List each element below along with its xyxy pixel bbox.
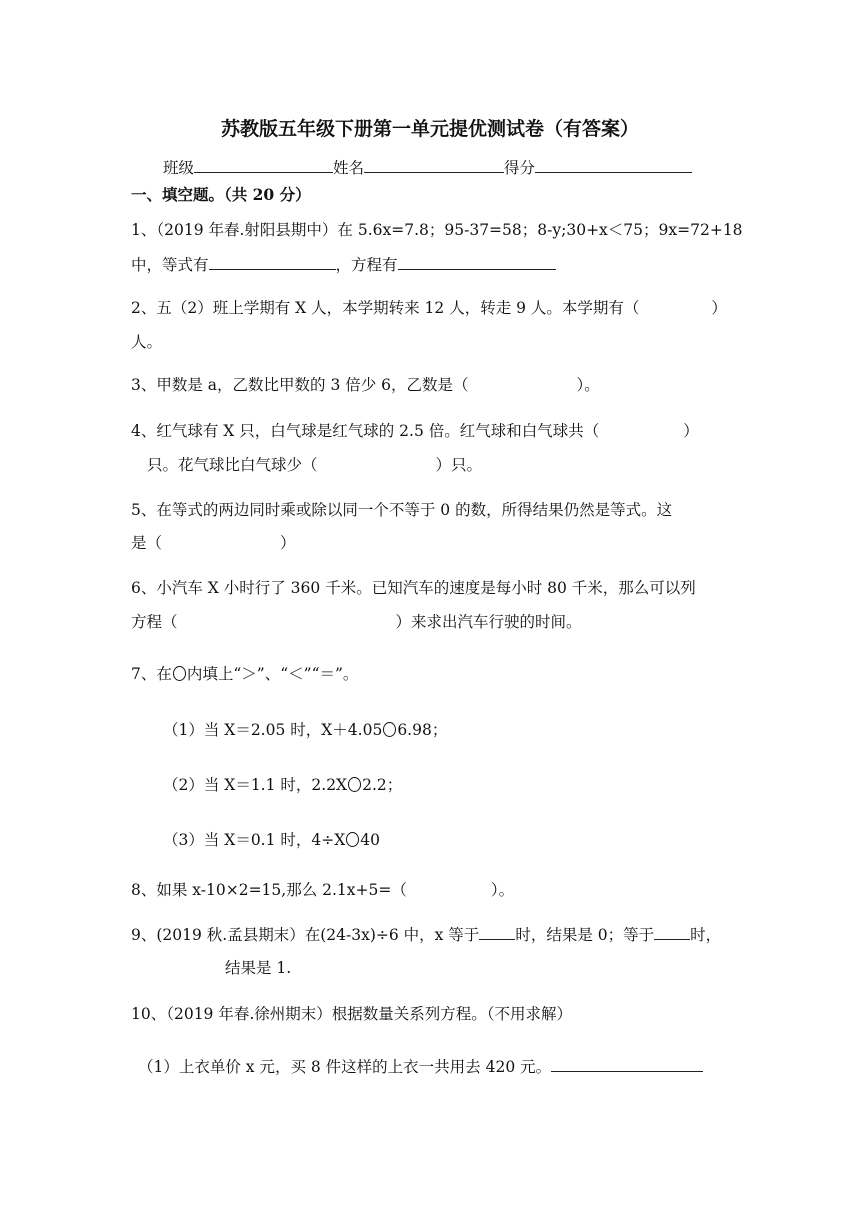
q4-text-b: ） (683, 422, 699, 440)
q6-text-a: 方程（ (131, 613, 178, 631)
q5-text-b: ） (280, 534, 296, 552)
info-line (163, 157, 692, 178)
q1-blank-formulas[interactable] (398, 254, 556, 270)
q3-text-b: ）。 (576, 376, 600, 394)
q1-text-a: 中，等式有 (131, 256, 209, 274)
question-4-line1 (131, 421, 699, 441)
q7-sub1-text-b: 6.98； (397, 721, 448, 739)
question-5-line1: 5、在等式的两边同时乘或除以同一个不等于 0 的数，所得结果仍然是等式。这 (131, 501, 673, 519)
question-2-line1 (131, 298, 727, 318)
q10-sub1-answer-blank[interactable] (551, 1056, 703, 1072)
question-7-sub-3 (163, 830, 380, 850)
q9-text-a: 9、(2019 秋.孟县期末）在(24-3x)÷6 中，x 等于 (131, 926, 480, 944)
circle-icon (173, 666, 186, 681)
question-2-line2: 人。 (131, 333, 163, 351)
question-9-line2: 结果是 1. (225, 959, 292, 977)
q4-text-d: ）只。 (435, 456, 483, 474)
q2-text-a: 2、五（2）班上学期有 X 人，本学期转来 12 人，转走 9 人。本学期有（ (131, 299, 640, 317)
question-6-line2 (131, 612, 582, 632)
class-blank[interactable] (194, 157, 333, 173)
question-1-line2 (131, 254, 556, 275)
q4-text-a: 4、红气球有 X 只，白气球是红气球的 2.5 倍。红气球和白气球共（ (131, 422, 600, 440)
question-10-sub-1 (138, 1056, 703, 1077)
q9-blank-2[interactable] (654, 924, 690, 940)
name-blank[interactable] (364, 157, 504, 173)
question-3 (131, 375, 600, 395)
q7-sub1-text-a: （1）当 X＝2.05 时，X＋4.05 (163, 721, 383, 739)
question-5-line2 (131, 533, 296, 553)
q1-blank-equations[interactable] (209, 254, 336, 270)
q4-text-c: 只。花气球比白气球少（ (147, 456, 318, 474)
compare-circle-input[interactable] (383, 722, 396, 737)
q6-text-b: ）来求出汽车行驶的时间。 (395, 613, 582, 631)
compare-circle-input[interactable] (346, 832, 359, 847)
q7-sub3-text-b: 40 (360, 831, 381, 849)
question-7 (131, 664, 358, 684)
q9-text-b: 时，结果是 0；等于 (515, 926, 655, 944)
q5-text-a: 是（ (131, 534, 163, 552)
compare-circle-input[interactable] (348, 777, 361, 792)
question-4-line2 (147, 455, 482, 475)
question-7-sub-2 (163, 775, 402, 795)
question-6-line1: 6、小汽车 X 小时行了 360 千米。已知汽车的速度是每小时 80 千米，那么可以列 (131, 579, 696, 597)
page-title: 苏教版五年级下册第一单元提优测试卷（有答案） (220, 118, 639, 140)
q10-sub1-text: （1）上衣单价 x 元，买 8 件这样的上衣一共用去 420 元。 (138, 1058, 552, 1076)
q3-text-a: 3、甲数是 a，乙数比甲数的 3 倍少 6，乙数是（ (131, 376, 469, 394)
section-heading: 一、填空题。（共 20 分） (131, 185, 311, 204)
q8-text-b: ）。 (490, 881, 515, 899)
q7-text-a: 7、在 (131, 665, 172, 683)
q9-text-c: 时， (690, 926, 722, 944)
q7-text-b: 内填上“＞”、“＜”“＝”。 (186, 665, 359, 683)
q7-sub2-text-b: 2.2； (362, 776, 403, 794)
q7-sub2-text-a: （2）当 X＝1.1 时，2.2X (163, 776, 348, 794)
score-blank[interactable] (535, 157, 692, 173)
q8-text-a: 8、如果 x-10×2=15,那么 2.1x+5=（ (131, 881, 407, 899)
name-label: 姓名 (333, 159, 365, 177)
question-8 (131, 880, 514, 900)
q2-text-b: ） (711, 299, 727, 317)
q1-text-b: ，方程有 (335, 256, 398, 274)
question-7-sub-1 (163, 720, 447, 740)
question-9-line1 (131, 924, 721, 945)
q7-sub3-text-a: （3）当 X＝0.1 时，4÷X (163, 831, 346, 849)
q9-blank-1[interactable] (479, 924, 515, 940)
class-label: 班级 (163, 159, 195, 177)
score-label: 得分 (504, 159, 536, 177)
question-1-line1: 1、（2019 年春.射阳县期中）在 5.6x=7.8；95-37=58；8-y;30+x＜75；9x=72+18 (131, 221, 743, 239)
question-10: 10、（2019 年春.徐州期末）根据数量关系列方程。（不用求解） (131, 1005, 573, 1023)
